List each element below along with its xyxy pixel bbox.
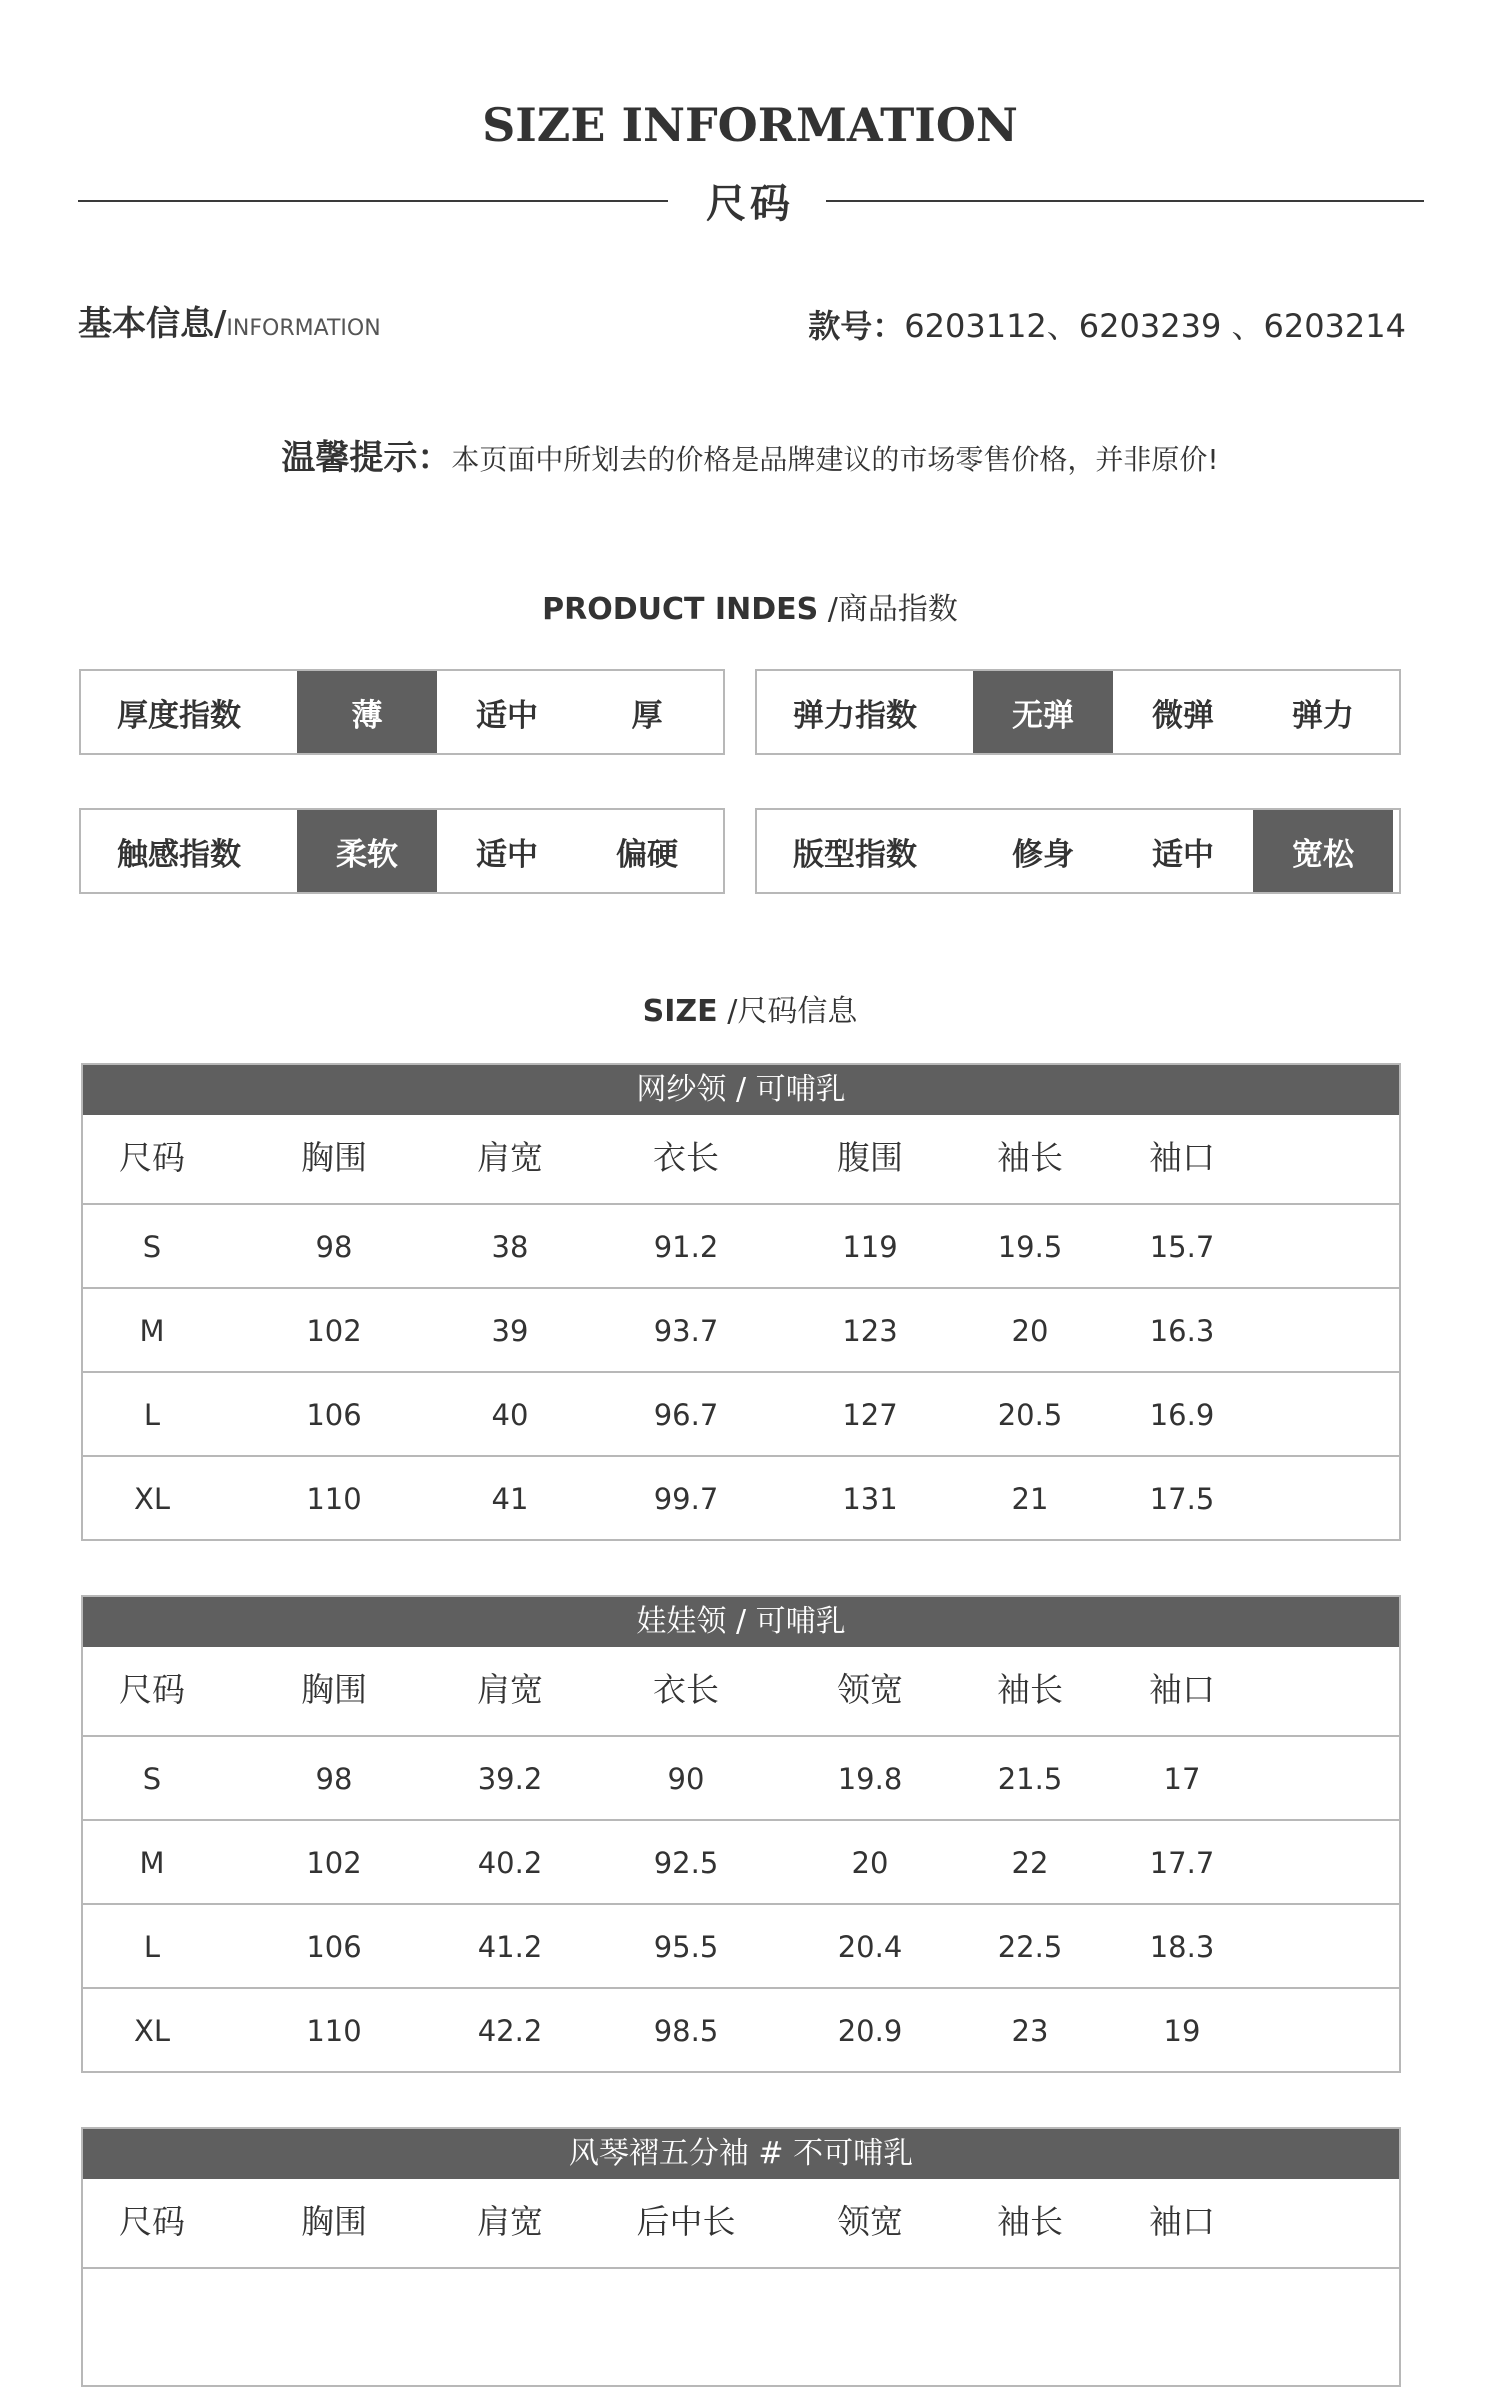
table-cell: 42.2 xyxy=(477,2014,543,2048)
column-header: 胸围 xyxy=(301,1670,367,1709)
table-cell: 39.2 xyxy=(477,1762,543,1796)
table-cell: L xyxy=(143,1398,161,1432)
table-cell: 127 xyxy=(842,1398,898,1432)
index-fit-label: 版型指数 xyxy=(793,836,917,873)
column-header: 衣长 xyxy=(653,1138,719,1177)
table-row xyxy=(83,1819,1399,1903)
size-table-title: 风琴褶五分袖 # 不可哺乳 xyxy=(83,2129,1399,2179)
table-cell: 20 xyxy=(851,1846,889,1880)
column-header: 袖长 xyxy=(997,1138,1063,1177)
table-cell: 21 xyxy=(1011,1482,1049,1516)
table-cell: 102 xyxy=(306,1846,362,1880)
table-cell: 93.7 xyxy=(653,1314,719,1348)
table-cell: 17.5 xyxy=(1149,1482,1215,1516)
column-header: 肩宽 xyxy=(477,2202,543,2241)
table-cell: M xyxy=(139,1846,165,1880)
index-touch xyxy=(79,808,725,894)
size-info-heading-cn: /尺码信息 xyxy=(717,994,858,1029)
table-cell: 19.8 xyxy=(837,1762,903,1796)
table-cell: 123 xyxy=(842,1314,898,1348)
column-header: 肩宽 xyxy=(477,1670,543,1709)
index-elasticity xyxy=(755,669,1401,755)
size-table-title: 网纱领 / 可哺乳 xyxy=(83,1065,1399,1115)
column-header: 袖口 xyxy=(1149,1138,1215,1177)
size-table xyxy=(81,1063,1401,1541)
index-elasticity-option: 微弹 xyxy=(1152,697,1214,734)
table-cell: 20 xyxy=(1011,1314,1049,1348)
index-fit-option: 适中 xyxy=(1152,836,1214,873)
table-cell: 106 xyxy=(306,1930,362,1964)
table-cell: L xyxy=(143,1930,161,1964)
table-cell: S xyxy=(142,1762,162,1796)
table-cell: 22 xyxy=(1011,1846,1049,1880)
index-thickness-label: 厚度指数 xyxy=(117,697,241,734)
table-cell: 39 xyxy=(491,1314,529,1348)
size-table-header-row xyxy=(83,2179,1399,2267)
column-header: 袖口 xyxy=(1149,2202,1215,2241)
table-row xyxy=(83,1987,1399,2071)
table-cell: 95.5 xyxy=(653,1930,719,1964)
column-header: 衣长 xyxy=(653,1670,719,1709)
index-thickness-option: 厚 xyxy=(631,697,663,734)
table-cell: 90 xyxy=(667,1762,705,1796)
page-title: SIZE INFORMATION xyxy=(482,98,1018,152)
column-header: 尺码 xyxy=(119,1138,185,1177)
column-header: 胸围 xyxy=(301,1138,367,1177)
table-cell: 98.5 xyxy=(653,2014,719,2048)
index-touch-option: 偏硬 xyxy=(616,836,678,873)
table-cell: 131 xyxy=(842,1482,898,1516)
index-touch-option: 柔软 xyxy=(297,810,437,892)
size-table-header-row xyxy=(83,1115,1399,1203)
column-header: 后中长 xyxy=(636,2202,736,2241)
column-header: 尺码 xyxy=(119,2202,185,2241)
basic-info-label xyxy=(78,296,381,345)
index-elasticity-label: 弹力指数 xyxy=(793,697,917,734)
basic-info-label-cn: 基本信息/ xyxy=(78,304,227,344)
notice xyxy=(0,430,1500,479)
table-row xyxy=(83,1903,1399,1987)
page-subtitle: 尺码 xyxy=(706,181,794,227)
table-cell: 119 xyxy=(842,1230,898,1264)
table-cell: S xyxy=(142,1230,162,1264)
size-table-header-row xyxy=(83,1647,1399,1735)
table-cell: 106 xyxy=(306,1398,362,1432)
size-info-heading xyxy=(0,986,1500,1030)
column-header: 肩宽 xyxy=(477,1138,543,1177)
table-cell: 91.2 xyxy=(653,1230,719,1264)
index-touch-label: 触感指数 xyxy=(117,836,241,873)
table-cell: 16.3 xyxy=(1149,1314,1215,1348)
table-cell: 16.9 xyxy=(1149,1398,1215,1432)
product-index-heading xyxy=(0,584,1500,628)
table-row xyxy=(83,1735,1399,1819)
size-info-heading-en: SIZE xyxy=(642,994,718,1029)
table-cell: 98 xyxy=(315,1762,353,1796)
column-header: 袖长 xyxy=(997,1670,1063,1709)
product-index-heading-en: PRODUCT INDES xyxy=(542,592,819,627)
size-table xyxy=(81,1595,1401,2073)
table-cell: 19 xyxy=(1163,2014,1201,2048)
table-cell: 15.7 xyxy=(1149,1230,1215,1264)
table-cell: 96.7 xyxy=(653,1398,719,1432)
table-cell: 92.5 xyxy=(653,1846,719,1880)
table-cell: 98 xyxy=(315,1230,353,1264)
column-header: 领宽 xyxy=(837,1670,903,1709)
table-cell: 110 xyxy=(306,2014,362,2048)
table-cell: 20.9 xyxy=(837,2014,903,2048)
table-cell: 38 xyxy=(491,1230,529,1264)
index-elasticity-option: 无弹 xyxy=(973,671,1113,753)
table-cell: 40.2 xyxy=(477,1846,543,1880)
table-cell: XL xyxy=(133,1482,171,1516)
index-fit xyxy=(755,808,1401,894)
column-header: 腹围 xyxy=(837,1138,903,1177)
table-cell: 18.3 xyxy=(1149,1930,1215,1964)
table-cell: 17 xyxy=(1163,1762,1201,1796)
notice-text: 本页面中所划去的价格是品牌建议的市场零售价格，并非原价! xyxy=(451,443,1219,476)
notice-label: 温馨提示： xyxy=(281,438,452,478)
index-fit-option: 修身 xyxy=(1012,836,1074,873)
table-cell: M xyxy=(139,1314,165,1348)
basic-info-label-en: INFORMATION xyxy=(226,316,381,341)
table-cell: 102 xyxy=(306,1314,362,1348)
table-row xyxy=(83,1455,1399,1539)
style-number xyxy=(808,301,1406,347)
index-thickness-option: 适中 xyxy=(476,697,538,734)
table-cell: 110 xyxy=(306,1482,362,1516)
table-row xyxy=(83,2267,1399,2351)
size-table-title: 娃娃领 / 可哺乳 xyxy=(83,1597,1399,1647)
table-cell: 20.5 xyxy=(997,1398,1063,1432)
column-header: 尺码 xyxy=(119,1670,185,1709)
table-cell: 19.5 xyxy=(997,1230,1063,1264)
table-row xyxy=(83,1203,1399,1287)
column-header: 胸围 xyxy=(301,2202,367,2241)
table-cell: XL xyxy=(133,2014,171,2048)
product-index-heading-cn: /商品指数 xyxy=(818,592,958,627)
table-cell: 99.7 xyxy=(653,1482,719,1516)
table-row xyxy=(83,1287,1399,1371)
index-touch-option: 适中 xyxy=(476,836,538,873)
table-row xyxy=(83,1371,1399,1455)
column-header: 领宽 xyxy=(837,2202,903,2241)
column-header: 袖长 xyxy=(997,2202,1063,2241)
index-thickness-option: 薄 xyxy=(297,671,437,753)
table-cell: 40 xyxy=(491,1398,529,1432)
index-thickness xyxy=(79,669,725,755)
table-cell: 41 xyxy=(491,1482,529,1516)
style-number-label: 款号： xyxy=(808,307,905,345)
table-cell: 17.7 xyxy=(1149,1846,1215,1880)
column-header: 袖口 xyxy=(1149,1670,1215,1709)
table-cell: 41.2 xyxy=(477,1930,543,1964)
size-table xyxy=(81,2127,1401,2387)
index-fit-option: 宽松 xyxy=(1253,810,1393,892)
style-number-values: 6203112、6203239 、6203214 xyxy=(904,307,1406,345)
index-elasticity-option: 弹力 xyxy=(1292,697,1354,734)
table-cell: 23 xyxy=(1011,2014,1049,2048)
table-cell: 20.4 xyxy=(837,1930,903,1964)
table-cell: 22.5 xyxy=(997,1930,1063,1964)
table-cell: 21.5 xyxy=(997,1762,1063,1796)
